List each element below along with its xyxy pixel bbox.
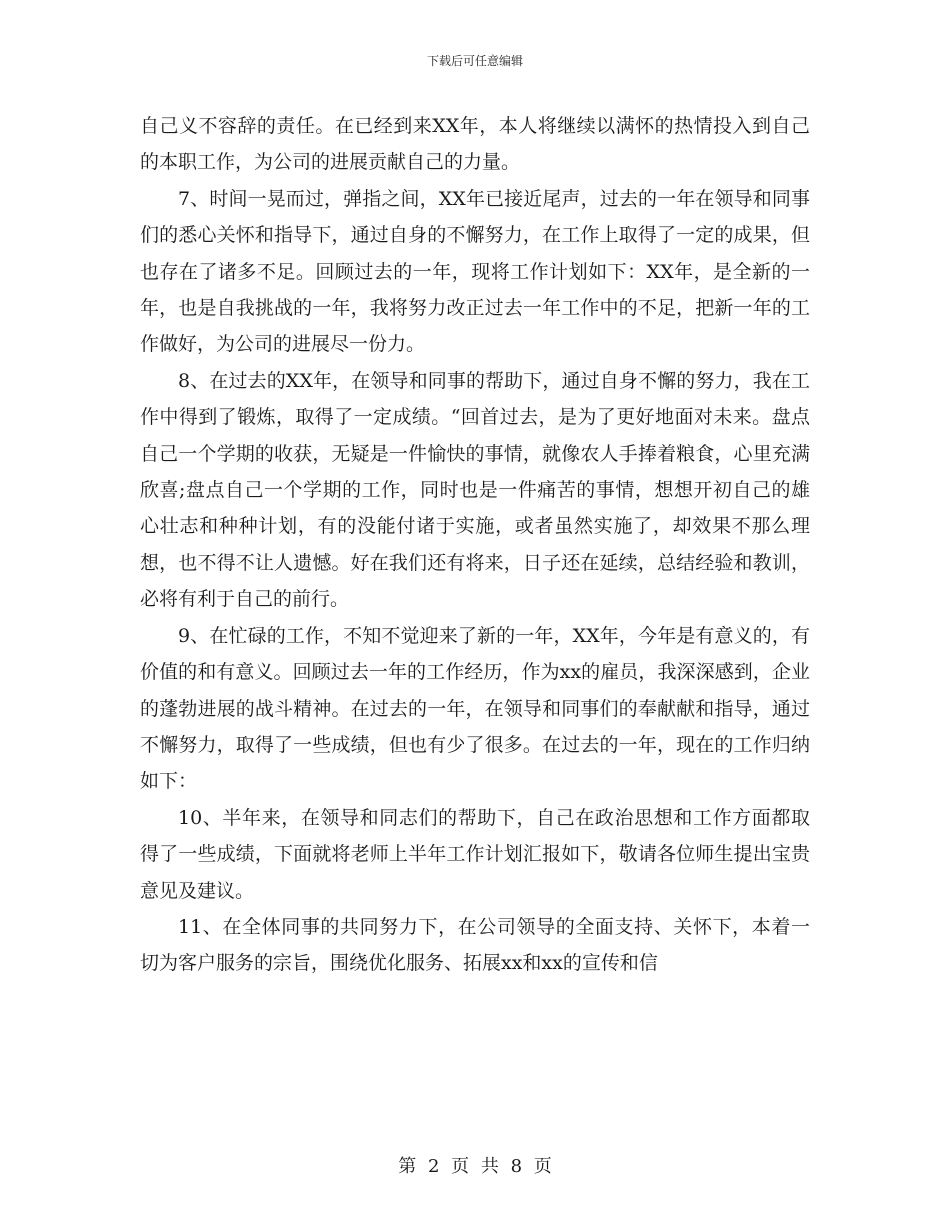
paragraph-11: 11、在全体同事的共同努力下，在公司领导的全面支持、关怀下，本着一切为客户服务的宗旨，围绕优化服务、拓展xx和xx的宣传和信 (140, 915, 810, 975)
page-footer: 第 2 页 共 8 页 (398, 1156, 552, 1177)
paragraph-9: 9、在忙碌的工作，不知不觉迎来了新的一年，XX年，今年是有意义的，有价值的和有意义。回顾过去一年的工作经历，作为xx的雇员，我深深感到，企业的蓬勃进展的战斗精神。在过去的一年，在领导和同事们的奉献献和指导，通过不懈努力，取得了一些成绩，但也有少了很多。在过去的一年，现在的工作归纳如下： (140, 624, 810, 793)
paragraph-7: 7、时间一晃而过，弹指之间，XX年已接近尾声，过去的一年在领导和同事们的悉心关怀和指导下，通过自身的不懈努力，在工作上取得了一定的成果，但也存在了诸多不足。回顾过去的一年，现将工作计划如下：XX年，是全新的一年，也是自我挑战的一年，我将努力改正过去一年工作中的不足，把新一年的工作做好，为公司的进展尽一份力。 (140, 187, 810, 356)
document-body (140, 108, 810, 982)
paragraph-8: 8、在过去的XX年，在领导和同事的帮助下，通过自身不懈的努力，我在工作中得到了锻炼，取得了一定成绩。“回首过去，是为了更好地面对未来。盘点自己一个学期的收获，无疑是一件愉快的事情，就像农人手捧着粮食，心里充满欣喜;盘点自己一个学期的工作，同时也是一件痛苦的事情，想想开初自己的雄心壮志和种种计划，有的没能付诸于实施，或者虽然实施了，却效果不那么理想，也不得不让人遗憾。好在我们还有将来，日子还在延续，总结经验和教训，必将有利于自己的前行。 (140, 369, 810, 611)
paragraph-10: 10、半年来，在领导和同志们的帮助下，自己在政治思想和工作方面都取得了一些成绩，下面就将老师上半年工作计划汇报如下，敬请各位师生提出宝贵意见及建议。 (140, 806, 810, 902)
paragraph-continued: 自己义不容辞的责任。在已经到来XX年，本人将继续以满怀的热情投入到自己的本职工作，为公司的进展贡献自己的力量。 (140, 115, 810, 174)
page-header: 下载后可任意编辑 (426, 54, 523, 68)
